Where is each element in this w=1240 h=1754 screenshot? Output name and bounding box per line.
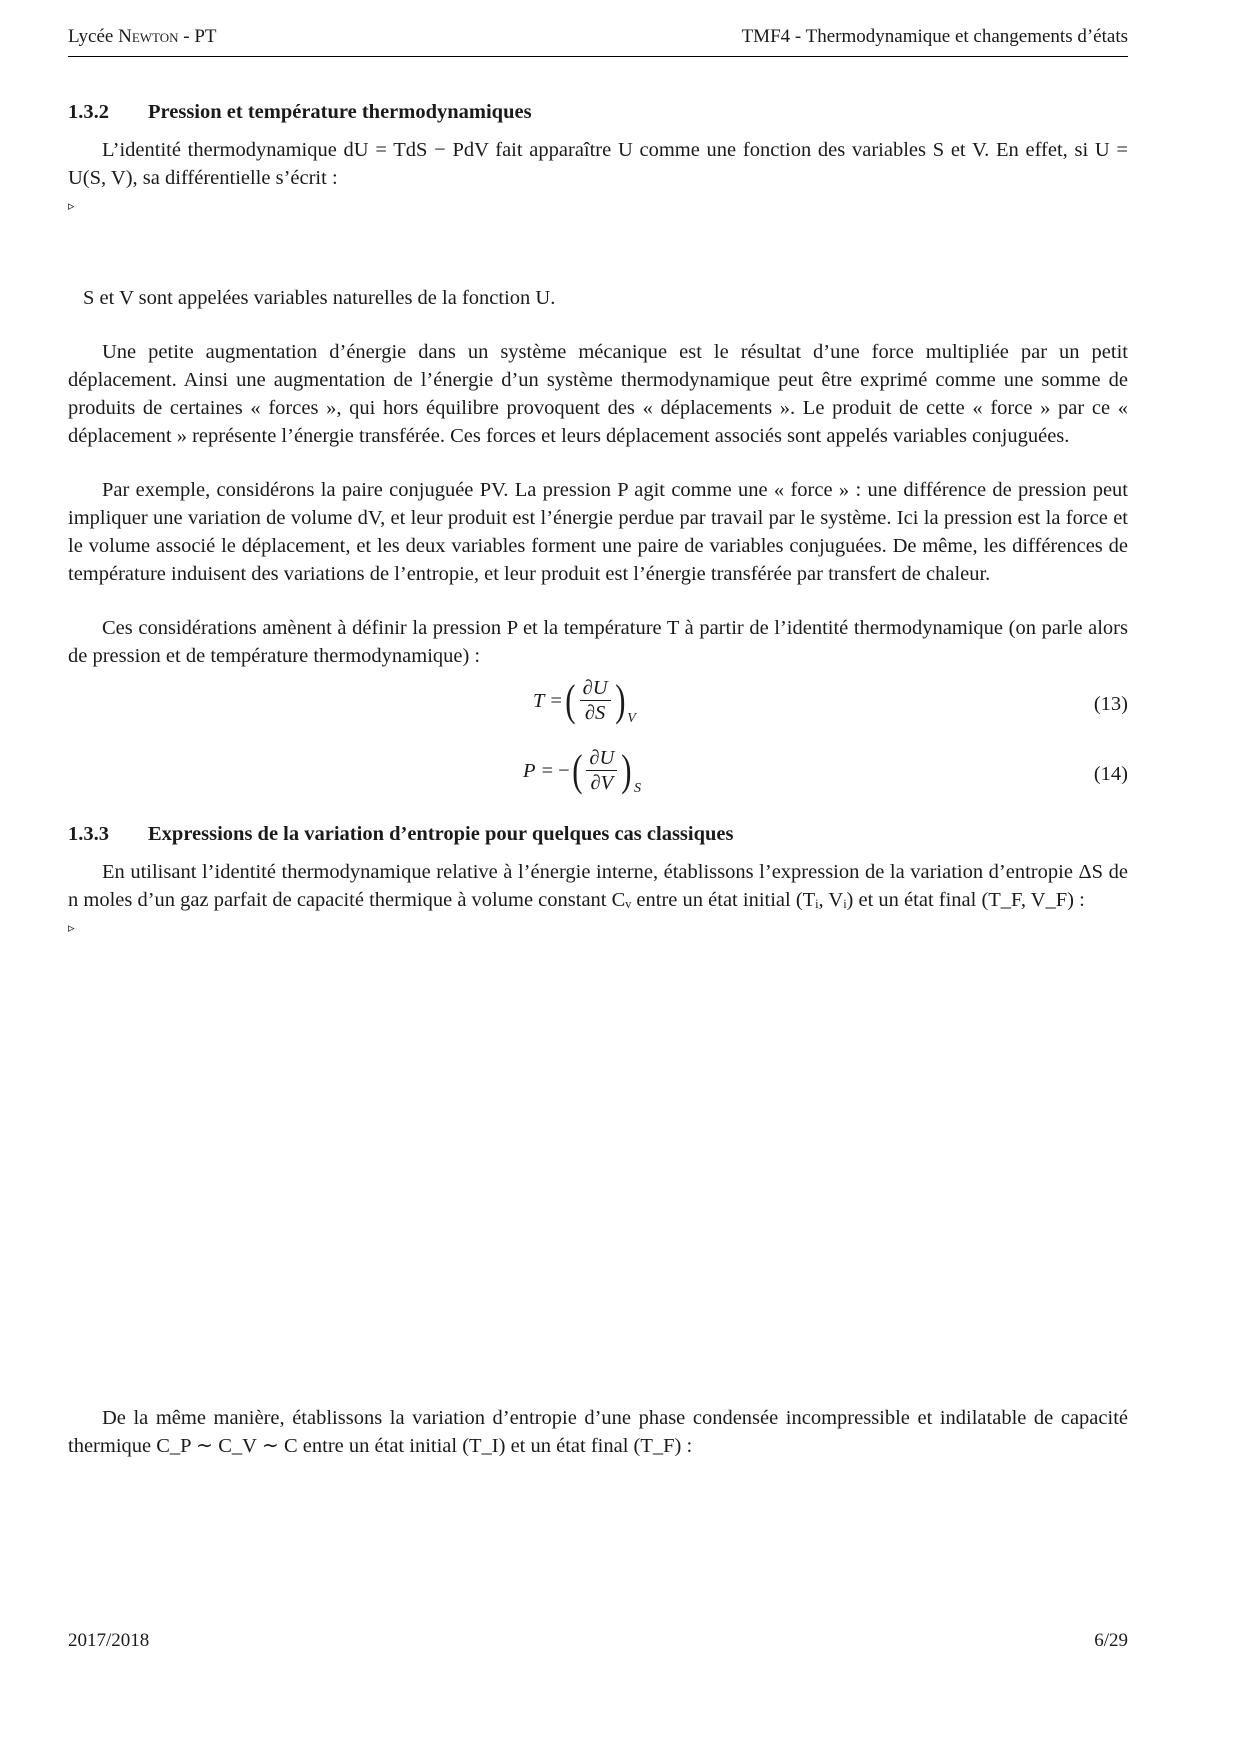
- spacer: [68, 810, 1128, 820]
- header-school-prefix: Lycée: [68, 26, 119, 47]
- section-number-2: 1.3.3: [68, 823, 109, 845]
- header-chapter: TMF4 - Thermodynamique et changements d’états: [741, 26, 1128, 47]
- section-number-1: 1.3.2: [68, 101, 109, 123]
- section-heading-1: [68, 98, 1128, 126]
- equation-13-numerator: ∂U: [580, 676, 611, 701]
- section-title-1: Pression et température thermodynamiques: [148, 101, 532, 123]
- equation-13-subscript: V: [627, 710, 636, 726]
- equation-14-numerator: ∂U: [586, 746, 617, 771]
- equation-13-number: (13): [1093, 693, 1128, 715]
- equation-14-fraction: [586, 746, 617, 795]
- equation-13-lhs: T =: [533, 689, 563, 712]
- left-paren-icon: (: [565, 675, 576, 725]
- equation-14-denominator: ∂V: [590, 772, 614, 794]
- triangle-marker-icon: ▹: [68, 920, 75, 935]
- equation-14-lhs: P =: [523, 759, 555, 782]
- paragraph-condensed-phase: De la même manière, établissons la variation d’entropie d’une phase condensée incompressible et indilatable de capacité thermique C_P ∼ C_V ∼ C entre un état initial (T_I) et un état final (T_F) :: [68, 1407, 1128, 1457]
- section-heading-2: [68, 820, 1128, 848]
- equation-13-denominator: ∂S: [584, 702, 606, 724]
- equation-14-body: [523, 746, 641, 795]
- equation-13-body: [533, 676, 636, 725]
- paragraph-conjugate-variables: Une petite augmentation d’énergie dans un système mécanique est le résultat d’une force multipliée par un petit déplacement. Ainsi une augmentation de l’énergie d’un système thermodynamique peut être exprimé comme une somme de produits de certaines « forces », qui hors équilibre provoquent des « déplacements ». Le produit de cette « force » par ce « déplacement » représente l’énergie transférée. Ces forces et leurs déplacement associés sont appelés variables conjuguées.: [68, 341, 1128, 447]
- footer-year: 2017/2018: [68, 1630, 150, 1651]
- footer-page-number: 6/29: [1094, 1630, 1128, 1651]
- page-header: [68, 22, 1128, 57]
- paragraph-definitions: Ces considérations amènent à définir la pression P et la température T à partir de l’identité thermodynamique (on parle alors de pression et de température thermodynamique) :: [68, 617, 1128, 667]
- answer-space-2: [68, 942, 1128, 1404]
- equation-14-sign: −: [558, 759, 570, 782]
- spacer: [68, 588, 1128, 614]
- paragraph-natural-variables: S et V sont appelées variables naturelles de la fonction U.: [83, 287, 556, 309]
- paragraph-pv-example: Par exemple, considérons la paire conjuguée PV. La pression P agit comme une « force » : une différence de pression peut impliquer une variation de volume dV, et leur produit est l’énergie perdue par travail par le système. Ici la pression est la force et le volume associé le déplacement, et les deux variables forment une paire de variables conjuguées. De même, les différences de température induisent des variations de l’entropie, et leur produit est l’énergie transférée par transfert de chaleur.: [68, 479, 1128, 585]
- paragraph-ideal-gas: En utilisant l’identité thermodynamique relative à l’énergie interne, établissons l’expression de la variation d’entropie ΔS de n moles d’un gaz parfait de capacité thermique à volume constant Cᵥ entre un état initial (Tᵢ, Vᵢ) et un état final (T_F, V_F) :: [68, 861, 1128, 911]
- equation-14-number: (14): [1093, 763, 1128, 785]
- answer-space-1: [68, 220, 1128, 284]
- spacer: [68, 312, 1128, 338]
- header-school: [68, 22, 217, 52]
- left-paren-icon: (: [571, 745, 583, 795]
- spacer: [68, 450, 1128, 476]
- equation-14-subscript: S: [633, 780, 641, 796]
- paragraph-identity: L’identité thermodynamique dU = TdS − PdV fait apparaître U comme une fonction des variables S et V. En effet, si U = U(S, V), sa différentielle s’écrit :: [68, 139, 1128, 189]
- header-school-suffix: - PT: [178, 26, 217, 47]
- header-school-name: Newton: [118, 26, 179, 47]
- main-content: [68, 98, 1128, 1460]
- section-title-2: Expressions de la variation d’entropie pour quelques cas classiques: [148, 823, 734, 845]
- right-paren-icon: ): [621, 745, 632, 795]
- triangle-marker-icon: ▹: [68, 198, 75, 213]
- equation-14: [68, 740, 1128, 810]
- right-paren-icon: ): [614, 675, 626, 725]
- equation-13: [68, 670, 1128, 740]
- equation-13-fraction: [580, 676, 611, 725]
